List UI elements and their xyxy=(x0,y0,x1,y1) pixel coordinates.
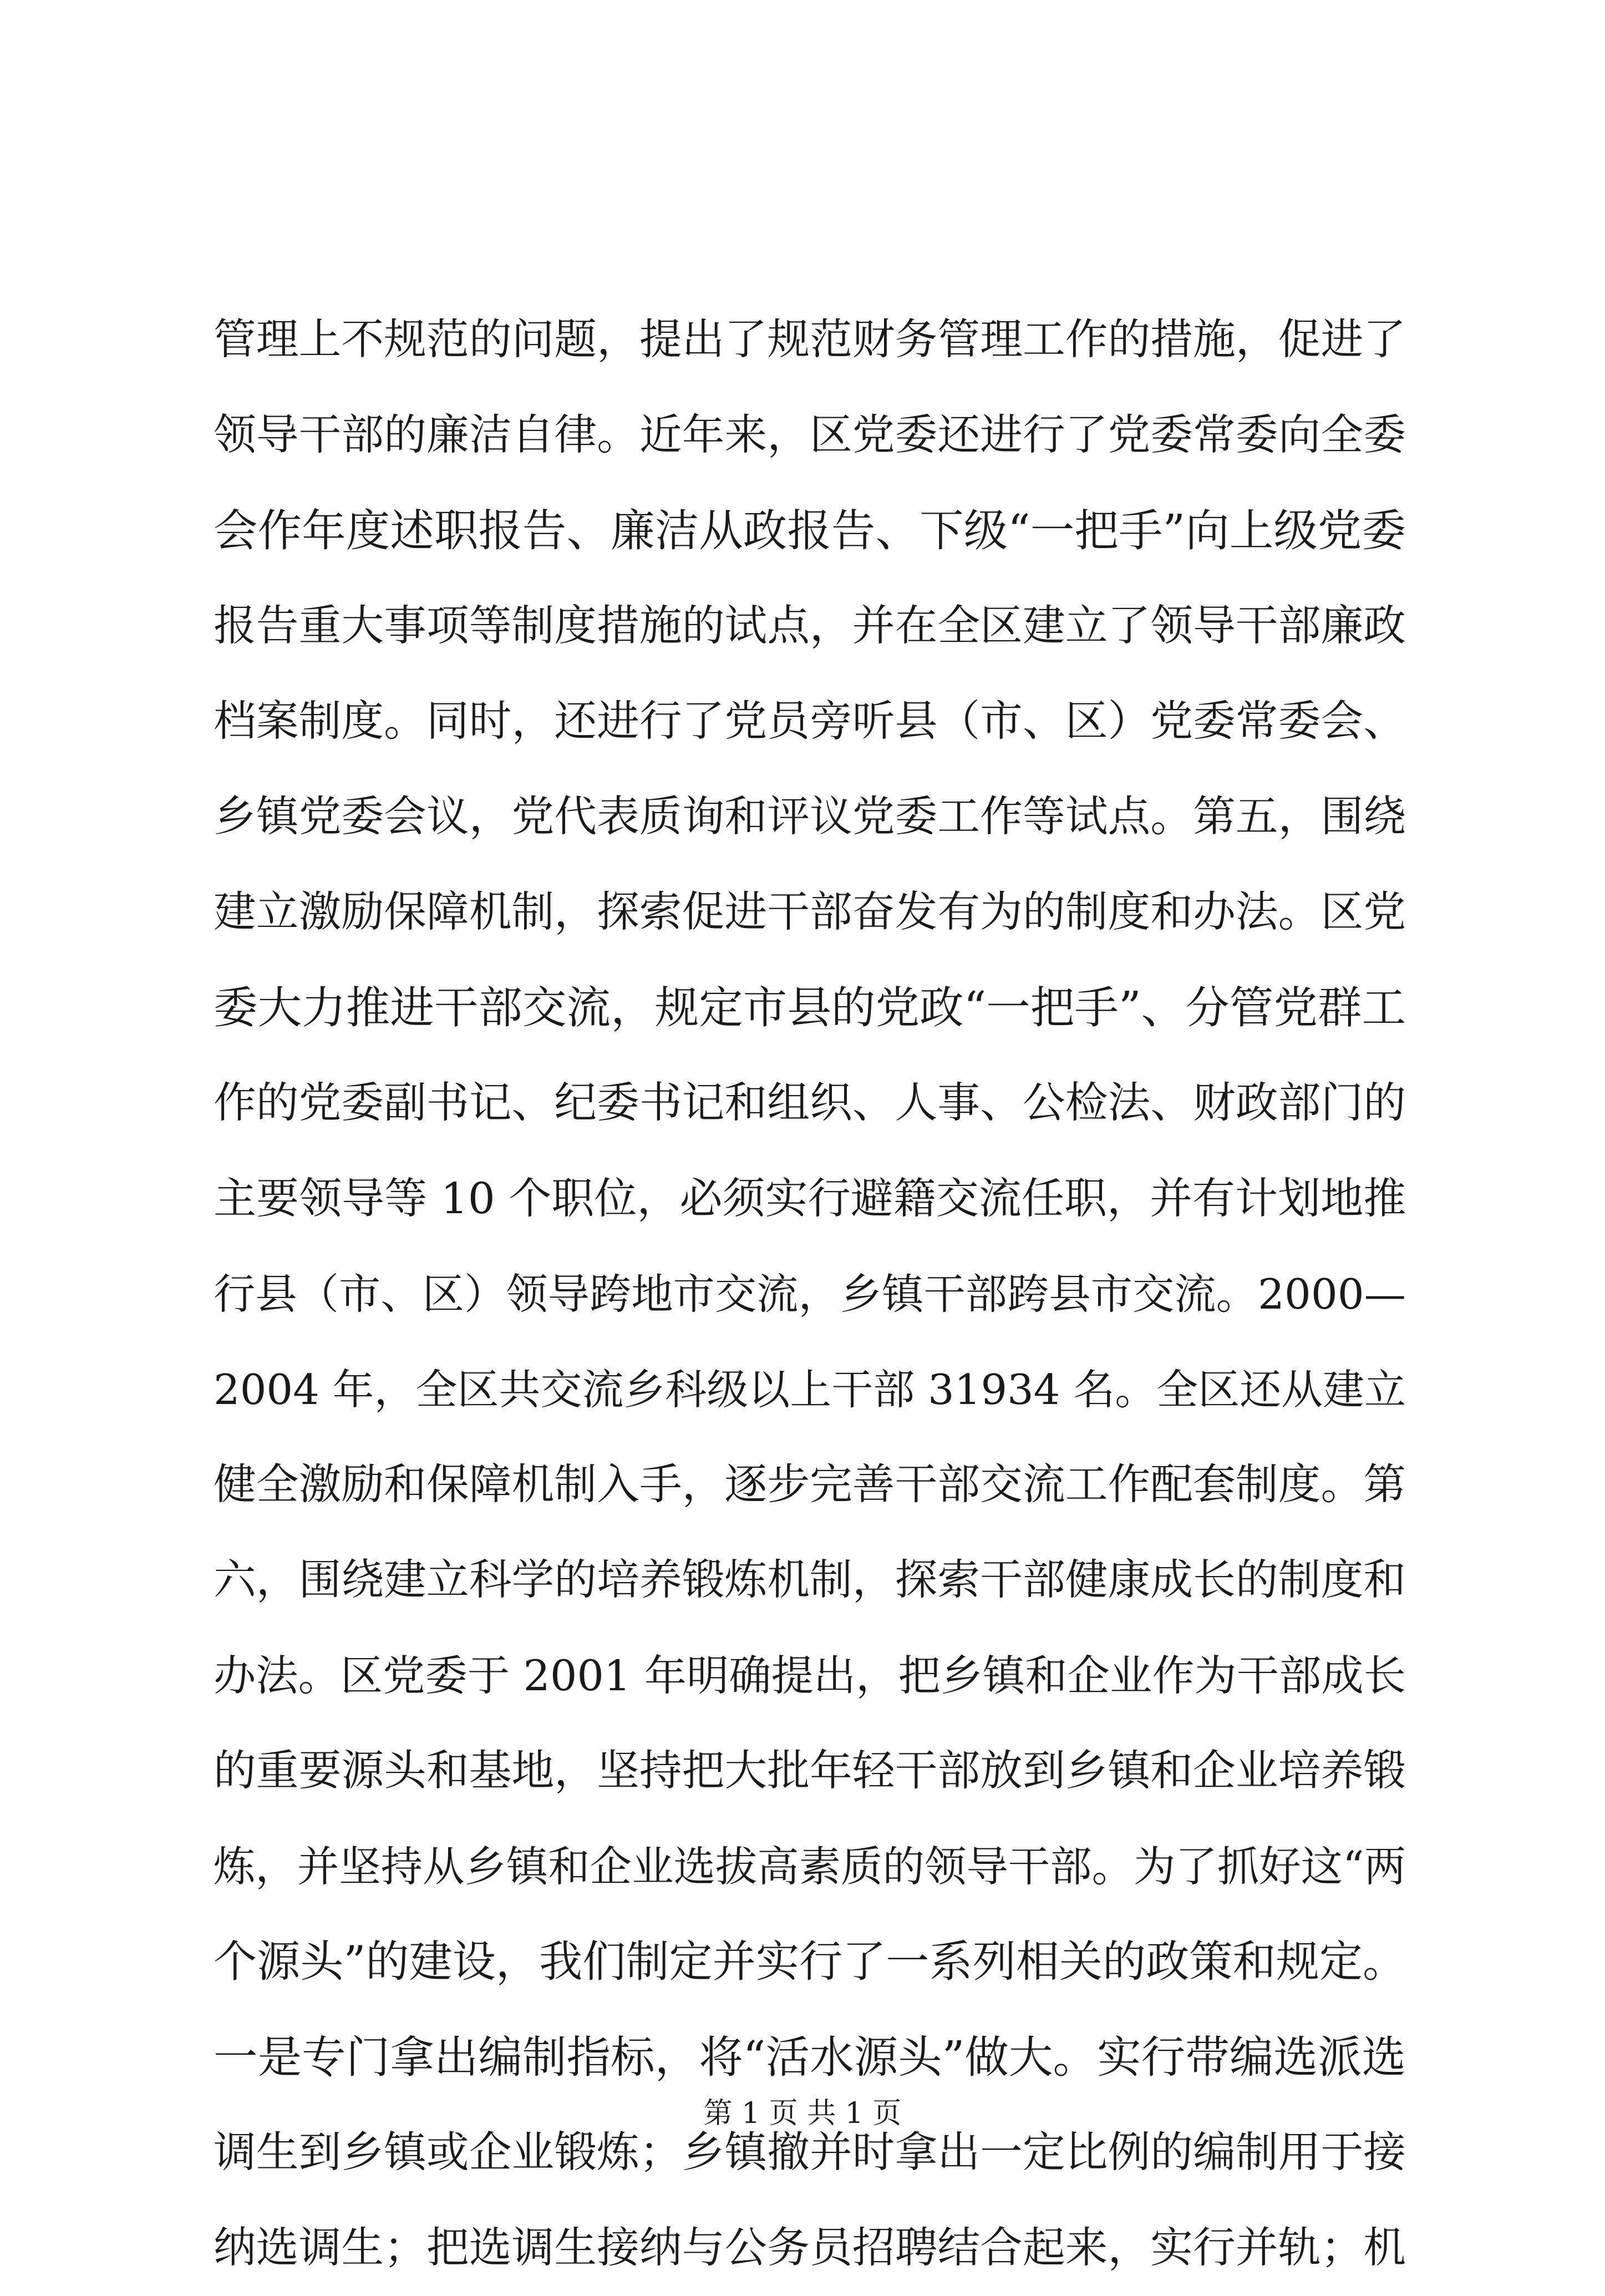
text-line: 一是专门拿出编制指标，将“活水源头”做大。实行带编选派选 xyxy=(214,2031,1406,2083)
text-line: 报告重大事项等制度措施的试点，并在全区建立了领导干部廉政 xyxy=(214,601,1406,651)
text-line: 办法。区党委于 2001 年明确提出，把乡镇和企业作为干部成长 xyxy=(214,1651,1406,1700)
text-line: 炼，并坚持从乡镇和企业选拔高素质的领导干部。为了抓好这“两 xyxy=(214,1842,1406,1891)
text-line: 主要领导等 10 个职位，必须实行避籍交流任职，并有计划地推 xyxy=(214,1174,1406,1224)
text-line: 会作年度述职报告、廉洁从政报告、下级“一把手”向上级党委 xyxy=(214,505,1406,556)
text-line: 管理上不规范的问题，提出了规范财务管理工作的措施，促进了 xyxy=(214,315,1406,364)
text-line: 行县（市、区）领导跨地市交流，乡镇干部跨县市交流。2000— xyxy=(214,1270,1406,1319)
text-line: 调生到乡镇或企业锻炼；乡镇撤并时拿出一定比例的编制用于接 xyxy=(214,2128,1406,2177)
text-line: 委大力推进干部交流，规定市县的党政“一把手”、分管党群工 xyxy=(214,982,1406,1033)
text-line: 领导干部的廉洁自律。近年来，区党委还进行了党委常委向全委 xyxy=(214,410,1406,460)
text-line: 健全激励和保障机制入手，逐步完善干部交流工作配套制度。第 xyxy=(214,1460,1406,1509)
text-line: 档案制度。同时，还进行了党员旁听县（市、区）党委常委会、 xyxy=(214,697,1406,746)
text-line: 的重要源头和基地，坚持把大批年轻干部放到乡镇和企业培养锻 xyxy=(214,1746,1406,1796)
body-text xyxy=(214,292,1406,2296)
text-line: 个源头”的建设，我们制定并实行了一系列相关的政策和规定。 xyxy=(214,1937,1406,1987)
text-line: 六，围绕建立科学的培养锻炼机制，探索干部健康成长的制度和 xyxy=(214,1555,1406,1605)
page-footer: 第 1 页 共 1 页 xyxy=(703,2097,902,2130)
text-line: 建立激励保障机制，探索促进干部奋发有为的制度和办法。区党 xyxy=(214,888,1406,937)
text-line: 纳选调生；把选调生接纳与公务员招聘结合起来，实行并轨；机 xyxy=(214,2223,1406,2273)
text-line: 作的党委副书记、纪委书记和组织、人事、公检法、财政部门的 xyxy=(214,1078,1406,1128)
text-line: 2004 年，全区共交流乡科级以上干部 31934 名。全区还从建立 xyxy=(214,1365,1406,1414)
text-line: 乡镇党委会议，党代表质询和评议党委工作等试点。第五，围绕 xyxy=(214,792,1406,842)
